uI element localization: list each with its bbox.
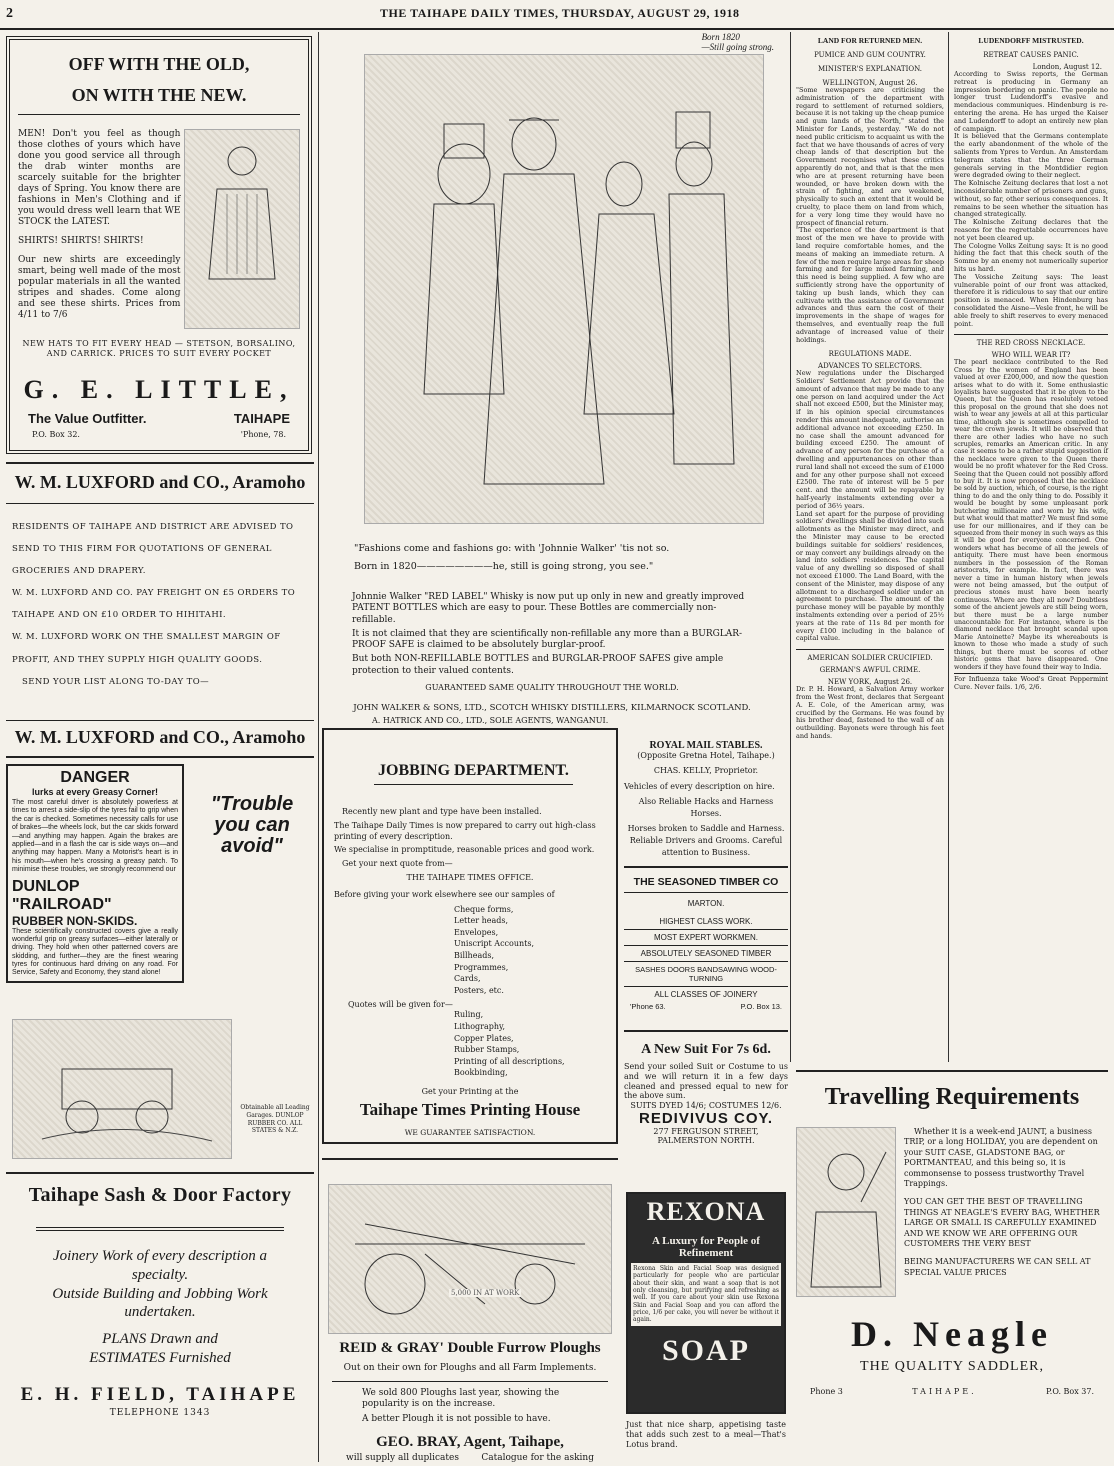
neagle-para-1: Whether it is a week-end JAUNT, a business TRIP, or a long HOLIDAY, you are dependent on your SUIT CASE, GLADSTONE BAG, or PORTMANTEAU, and this being so, it is commonsense to possess trustworthy Travel Trappings. [904,1127,1098,1188]
ludendorff-para-7: The pearl necklace contributed to the Red Cross by the women of England has been valued at over £200,000, and now the question arises what to do with it. Some enthusiastic loyalists have suggested that it be given to the Queen, but the Queen has resolutely vetoed this proposal on the ground that she does not wish to wear any jewels at all at this particular time, although she is sometimes compelled to wear the crown jewels. It will be observed that there are other ladies who have no such scruples, remarks an American critic. In any case it seems to be a rather stupid suggestion if the necklace were given to the Queen there would be no profit whatever for the Red Cross. Seeing that the Queen could not possibly afford to buy it. It is now proposed that the necklace be sold by auction, which, of course, is the right thing to do and the only thing to do. Possibly it would be bought by some unpleasant pork butchering millionaire and worn by his wife, but what would that matter? We must find some use for our millionaires, and if they can be squeezed from their money in such ways as this it will be good for everyone concerned. One wonders what has become of all the jewels of antiquity. There must have been enormous numbers in the possession of the Roman aristocrats, for example. In fact, there was never a time in human history when jewels were not being amassed, but the output of precious stones must have been nearly continuous. Where are they all now? Doubtless some of the ancient jewels are still being worn, but there must be a large number unaccountable for. For instance, where is the diamond necklace that brought scandal upon Marie Antoinette? Maybe its whereabouts is known to those who made a study of such things, but there must be scores of other historic gems that have disappeared. One wonders if they have found their way to India. [954,359,1108,671]
list-item: Copper Plates, [454,1033,514,1043]
reid-title: REID & GRAY' Double Furrow Ploughs [339,1340,601,1356]
field-title: Taihape Sash & Door Factory [28,1184,292,1206]
redivivus-body: Send your soiled Suit or Costume to us and we will return it in a few days cleaned and pressed equal to new for the above sum. [624,1062,788,1101]
walker-para-1: Johnnie Walker "RED LABEL" Whisky is now put up only in new and greatly improved PATENT BOTTLES which are easy to pour. These Bottles are commercially non-refillable. [352,592,745,625]
land-heading-5: ADVANCES TO SELECTORS. [818,362,922,371]
timber-title: THE SEASONED TIMBER CO [624,876,788,893]
field-line-3: PLANS Drawn and ESTIMATES Furnished [89,1331,231,1366]
little-phone: 'Phone, 78. [240,429,286,439]
dunlop-slogan: "Trouble you can avoid" [210,793,294,857]
rexona-brand: REXONA [646,1197,766,1226]
rexona-advert [626,1192,786,1462]
neagle-name: D. Neagle [851,1314,1053,1354]
ludendorff-dateline: London, August 12. [1032,63,1102,71]
neagle-para-2: YOU CAN GET THE BEST OF TRAVELLING THINGS AT NEAGLE'S EVERY BAG, WHETHER LARGE OR SMALL IS CAREFULLY EXAMINED AND WE KNOW WE ARE OFFERING OUR CUSTOMERS THE VERY BEST [904,1197,1100,1248]
list-item: Lithography, [454,1021,506,1031]
jobbing-advert [322,728,618,1144]
land-dateline-2: NEW YORK, August 26. [827,678,913,687]
list-item: Ruling, [454,1010,484,1020]
luxford-line-4: SEND YOUR LIST ALONG TO-DAY TO— [22,676,209,687]
dunlop-subtitle: RUBBER NON-SKIDS. [12,913,138,928]
ludendorff-para-5: The Cologne Volks Zeitung says: It is no good hiding the fact that this check south of the Somme by an enemy not numerically superior hits us hard. [954,241,1108,273]
ludendorff-para-1: According to Swiss reports, the German retreat is producing in Germany an impression bordering on panic. The people no longer trust Ludendorff's evasive and mendacious communiques. Hindenburg is re-entering the arena. He has urged the Kaiser and Ludendorff to adopt an entirely new plan of campaign. [954,70,1108,133]
jobbing-para-1: Recently new plant and type have been installed. [342,807,542,816]
jobbing-para-4: Get your next quote from— [342,859,453,869]
timber-advert [624,876,788,1024]
land-para-3: New regulations under the Discharged Soldiers' Settlement Act provide that the amount of advance that may be made to any one person on land acquired under the Act shall not exceed £500, but the Minister may, if in his opinion special circumstances render this amount inadequate, authorise an additional advance not exceeding £250. In no case shall the amount advanced for building exceed £250. The amount of advance of any person for the purchase of a dwelling and appurtenances on other than rural land shall not exceed the sum of £1000 and for any other purpose shall not exceed £2500. The rate of interest will be 5 per cent. and the amount will be repayable by half-yearly instalments extending over a period of 36½ years. [796,369,944,510]
page-header [0,0,1114,30]
walker-para-2: It is not claimed that they are scientifically non-refillable any more than a BURGLAR-PROOF SAFE is claimed to be absolutely burglar-proof. [352,628,743,650]
redivivus-advert [624,1030,788,1180]
list-item: Printing of all descriptions, [454,1056,565,1066]
timber-line-4: SASHES DOORS BANDSAWING WOOD-TURNING [624,962,788,987]
field-line-2: Outside Building and Jobbing Work undertaken. [52,1285,268,1321]
ludendorff-para-2: It is believed that the Germans contemplate the early abandonment of the whole of the salients from Ypres to Verdun. An Amsterdam telegram states that the three German generals serving in the Montdidier region were degraded owing to their neglect. [954,132,1108,180]
list-item: Cards, [454,974,481,984]
little-town: TAIHAPE [233,410,290,426]
rexona-luxury: A Luxury for People of Refinement [652,1235,760,1259]
little-hats: NEW HATS TO FIT EVERY HEAD — STETSON, BORSALINO, AND CARRICK. PRICES TO SUIT EVERY POCKET [22,339,296,358]
ludendorff-para-3: The Kolnische Zeitung declares that lost a not inconsiderable number of prisoners and guns, without, so far, other serious consequences. It remains to be seen whether the situation has changed strategically. [954,179,1108,219]
ludendorff-heading-3: THE RED CROSS NECKLACE. [954,334,1108,347]
timber-line-3: ABSOLUTELY SEASONED TIMBER [624,946,788,962]
reid-para-1: Out on their own for Ploughs and all Farm Implements. [332,1363,608,1382]
column-rule [318,32,319,1462]
walker-fashion: "Fashions come and fashions go: with 'Johnnie Walker' 'tis not so. [354,543,670,554]
plough-label: 5,000 IN AT WORK [451,1289,520,1297]
stables-para-2: Also Reliable Hacks and Harness Horses. [638,797,774,818]
little-name: G. E. LITTLE, [23,374,295,404]
neagle-para-3: BEING MANUFACTURERS WE CAN SELL AT SPECIAL VALUE PRICES [904,1257,1091,1277]
jobbing-satisfaction: WE GUARANTEE SATISFACTION. [404,1127,536,1137]
land-dateline: WELLINGTON, August 26. [822,79,918,87]
redivivus-street: 277 FERGUSON STREET, [653,1127,759,1136]
land-heading-4: REGULATIONS MADE. [828,350,912,359]
stables-advert [624,740,788,868]
timber-line-2: MOST EXPERT WORKMEN. [624,930,788,946]
masthead: THE TAIHAPE DAILY TIMES, THURSDAY, AUGUST 29, 1918 [380,6,740,20]
timber-town: MARTON. [687,899,725,908]
ludendorff-para-6: The Vossiche Zeitung says: The least vulnerable point of our front was attacked, therefore it is ridiculous to say that our entire position is menaced. When Hindenburg has consolidated the Aisne—Vesle front, he will be able freely to shift reserves to every menaced point. [954,272,1108,328]
reid-catalogue: Catalogue for the asking [481,1452,594,1463]
timber-line-1: HIGHEST CLASS WORK. [624,914,788,930]
ludendorff-heading-1: LUDENDORFF MISTRUSTED. [978,36,1084,45]
reid-para-3: A better Plough it is not possible to have. [362,1414,551,1425]
jobbing-para-3: We specialise in promptitude, reasonable prices and good work. [334,845,595,855]
ludendorff-article [954,36,1108,692]
little-shirts: SHIRTS! SHIRTS! SHIRTS! [18,235,144,246]
walker-still: —Still going strong. [701,42,774,52]
stables-title: ROYAL MAIL STABLES. [649,740,763,751]
influenza-notice: For Influenza take Wood's Great Peppermint Cure. Never fails. 1/6, 2/6. [954,675,1108,691]
little-body-2: Our new shirts are exceedingly smart, being well made of the most popular materials in all the wanted stripes and shades. Come along and see these shirts. Prices from 4/11 to 7/6 [18,254,181,320]
walker-distillers: JOHN WALKER & SONS, LTD., SCOTCH WHISKY DISTILLERS, KILMARNOCK SCOTLAND. [353,702,751,713]
redivivus-town: PALMERSTON NORTH. [657,1136,755,1145]
reid-duplicates: will supply all duplicates [346,1452,459,1463]
redivivus-title: A New Suit For 7s 6d. [641,1042,771,1057]
neagle-phone: Phone 3 [810,1387,843,1396]
dunlop-lurks: lurks at every Greasy Corner! [31,787,159,797]
walker-guarantee: GUARANTEED SAME QUALITY THROUGHOUT THE WORLD. [425,682,679,692]
dunlop-brand: DUNLOP "RAILROAD" [12,877,112,913]
neagle-title: Travelling Requirements [824,1084,1080,1110]
dunlop-body-2: These scientifically constructed covers give a really wonderful grip on greasy surfaces—either laterally or driving. They hold when other patterned covers are skidding, and further—they are the finest wearing tyres for continuous hard driving on any road. For Service, Safety and Economy, they stand alone! [12,927,178,977]
reid-gray-advert [322,1158,618,1462]
column-rule [948,32,949,1062]
little-body-1: MEN! Don't you feel as though those clothes of yours which have done you good service all through the drab winter months are scarcely suitable for the brighter days of Spring. You know there are fashions in Men's Clothing and if you would dress well learn that WE STOCK the LATEST. [18,129,181,227]
land-para-2: "The experience of the department is that most of the men we have to provide with land require comfortable homes, and the means of making an immediate return. A few of the men require large areas for sheep farming and for large mixed farming, and this need is being supplied. A few who are sufficiently strong have the opportunity of taking up bush lands, which they can cultivate with the assistance of Government advances and thus earn the cost of their improvements in the shape of wages for themselves, and eventually reap the full advantage of increased value of their holdings. [796,226,944,344]
neagle-town: TAIHAPE. [912,1387,977,1396]
neagle-box: P.O. Box 37. [1046,1387,1094,1396]
list-item: Posters, etc. [454,985,504,995]
man-in-shirt-illustration [184,129,300,329]
stables-proprietor: CHAS. KELLY, Proprietor. [653,766,759,775]
land-heading-2: PUMICE AND GUM COUNTRY. [814,51,926,59]
list-item: Billheads, [454,950,494,960]
list-item: Envelopes, [454,927,499,937]
field-name: E. H. FIELD, TAIHAPE [20,1383,300,1405]
little-tagline: The Value Outfitter. [28,410,147,426]
jobbing-title: JOBBING DEPARTMENT. [374,762,573,785]
neagle-advert [796,1070,1108,1462]
dunlop-advert [6,764,314,1164]
walker-born: Born 1820 [701,32,740,42]
land-para-4: Land set apart for the purpose of providing soldiers' dwellings shall be divided into such allotments as the Minister may direct, and the Minister may cause to be erected buildings suitable for soldiers' residences, or may convert any buildings already on the land into soldiers' residences. The capital value of any dwelling so disposed of shall not exceed £1000. The Land Board, with the consent of the Minister, may dispose of any allotment to a discharged soldier under an agreement to purchase. The amount of the purchase money will be payable by monthly instalments extending over a period of 25½ years at the rate of 11s 8d per month for every £100 including in the balance of capital value. [796,509,944,643]
luxford-advert [6,462,314,758]
walker-advert [324,32,784,726]
luxford-line-2: W. M. LUXFORD AND CO. PAY FREIGHT ON £5 ORDERS TO TAIHAPE AND ON £10 ORDER TO HIHITAHI. [12,588,296,621]
stables-para-1: Vehicles of every description on hire. [624,782,775,791]
list-item: Uniscript Accounts, [454,939,535,949]
list-item: Rubber Stamps, [454,1045,520,1055]
luxford-title: W. M. LUXFORD and CO., Aramoho [14,472,306,492]
little-advert [6,36,312,454]
ludendorff-para-4: The Kolnische Zeitung declares that the reasons for the regrettable occurrences have not yet been cleared up. [954,218,1108,242]
rexona-soap: SOAP [661,1333,750,1367]
list-item: Letter heads, [454,916,509,926]
land-para-1: "Some newspapers are criticising the administration of the department with regard to settlement of returned soldiers, because it is not taking up the cheap pumice and gum lands of the North," stated the Minister for Lands, yesterday. "We do not need public criticism to acquaint us with the fact that we have thousands of acres of very cheap lands of that description but the Government recognises what these critics apparently do not, and that is that the men who are at present returning have been wounded, or have broken down with the strain of fighting, and are weakened, physically to such an extent that it would be cruelty, to place them on land from which, for a very long time they would have no prospect of financial return. [796,86,944,227]
stables-subtitle: (Opposite Gretna Hotel, Taihape.) [637,751,775,760]
reid-agent: GEO. BRAY, Agent, Taihape, [376,1433,564,1450]
dunlop-danger: DANGER [60,769,130,786]
land-article [796,36,944,741]
list-item: Bookbinding, [454,1068,508,1078]
timber-line-5: ALL CLASSES OF JOINERY [654,990,758,999]
luxford-line-1: RESIDENTS OF TAIHAPE AND DISTRICT ARE ADVISED TO SEND TO THIS FIRM FOR QUOTATIONS OF GENERAL GROCERIES AND DRAPERY. [12,522,294,577]
column-rule [790,32,791,1062]
stables-para-3: Horses broken to Saddle and Harness. Reliable Drivers and Grooms. Careful attention to Business. [627,824,785,857]
ludendorff-heading-2: RETREAT CAUSES PANIC. [983,51,1079,59]
rexona-footer: Just that nice sharp, appetising taste that adds such zest to a meal—That's Lotus brand. [626,1420,786,1449]
land-heading-7: GERMAN'S AWFUL CRIME. [819,666,921,675]
timber-phone: 'Phone 63. [630,1002,666,1011]
samples-list [454,904,606,997]
list-item: Cheque forms, [454,904,514,914]
walker-para-3: But both NON-REFILLABLE BOTTLES and BURGLAR-PROOF SAFES give ample protection to their valued contents. [352,654,724,676]
jobbing-house: Taihape Times Printing House [359,1099,581,1119]
land-heading-6: AMERICAN SOLDIER CRUCIFIED. [796,649,944,662]
reid-para-2: We sold 800 Ploughs last year, showing the popularity is on the increase. [362,1387,560,1410]
redivivus-name: REDIVIVUS COY. [638,1110,774,1127]
field-telephone: TELEPHONE 1343 [109,1407,211,1418]
timber-box: P.O. Box 13. [740,1002,782,1011]
jobbing-quotes: Quotes will be given for— [348,1000,453,1010]
jobbing-para-6: Before giving your work elsewhere see our samples of [334,889,555,899]
luxford-footer: W. M. LUXFORD and CO., Aramoho [6,720,314,748]
walker-born-line: Born in 1820————————he, still is going strong, you see." [354,561,654,573]
dunlop-obtainable: Obtainable all Leading Garages. DUNLOP RUBBER CO. ALL STATES & N.Z. [240,1104,310,1135]
services-list [454,1009,606,1079]
little-title-2: ON WITH THE NEW. [18,85,300,115]
car-skid-illustration [12,1019,232,1159]
pointing-man-illustration [796,1127,896,1297]
plough-illustration [328,1184,612,1334]
luxford-line-3: W. M. LUXFORD WORK ON THE SMALLEST MARGIN OF PROFIT, AND THEY SUPPLY HIGH QUALITY GOODS. [12,632,281,665]
field-advert [6,1172,314,1462]
jobbing-para-2: The Taihape Daily Times is now prepared to carry out high-class printing of every description. [334,820,596,841]
dunlop-body: The most careful driver is absolutely powerless at times to arrest a side-slip of the tyres fail to grip when the car is checked. Sometimes necessity calls for use of brakes—the wheels lock, but the car skids forward—and anything may happen. Again the brakes are applied—and in a flash the car is side ways on—and anything may happen. Many a Motorist's heart is in his mouth—when he's crossing a greasy patch. To minimise these troubles, we strongly recommend our [12,799,178,874]
ludendorff-heading-4: WHO WILL WEAR IT? [991,351,1071,360]
page-number: 2 [6,6,13,21]
jobbing-get: Get your Printing at the [421,1086,519,1096]
rexona-body: Rexona Skin and Facial Soap was designed particularly for people who are particular about their skin, and want a soap that is not only cleansing, but purifying and refreshing as well. If you care about your skin use Rexona Skin and Facial Soap and you can afford the price, 1/6 per cake, you will never be without it again. [631,1263,781,1326]
little-box: P.O. Box 32. [32,429,80,439]
jobbing-office: THE TAIHAPE TIMES OFFICE. [406,872,534,882]
little-title-1: OFF WITH THE OLD, [68,54,250,74]
list-item: Programmes, [454,962,509,972]
field-line-1: Joinery Work of every description a specialty. [53,1248,267,1283]
walker-figures-illustration [364,54,764,524]
land-heading-3: MINISTER'S EXPLANATION. [818,65,922,73]
neagle-tagline: THE QUALITY SADDLER, [860,1359,1044,1374]
land-para-5: Dr. P. H. Howard, a Salvation Army worker from the West front, declares that Sergeant A. E. Cole, of the American army, was crucified by the Germans. He was found by his brother dead, fastened to the wall of an outbuilding. Bayonets were through his feet and hands. [796,685,944,740]
land-heading-1: LAND FOR RETURNED MEN. [817,36,923,45]
redivivus-dyed: SUITS DYED 14/6; COSTUMES 12/6. [630,1101,782,1110]
walker-agents: A. HATRICK AND CO., LTD., SOLE AGENTS, WANGANUI. [372,716,609,726]
